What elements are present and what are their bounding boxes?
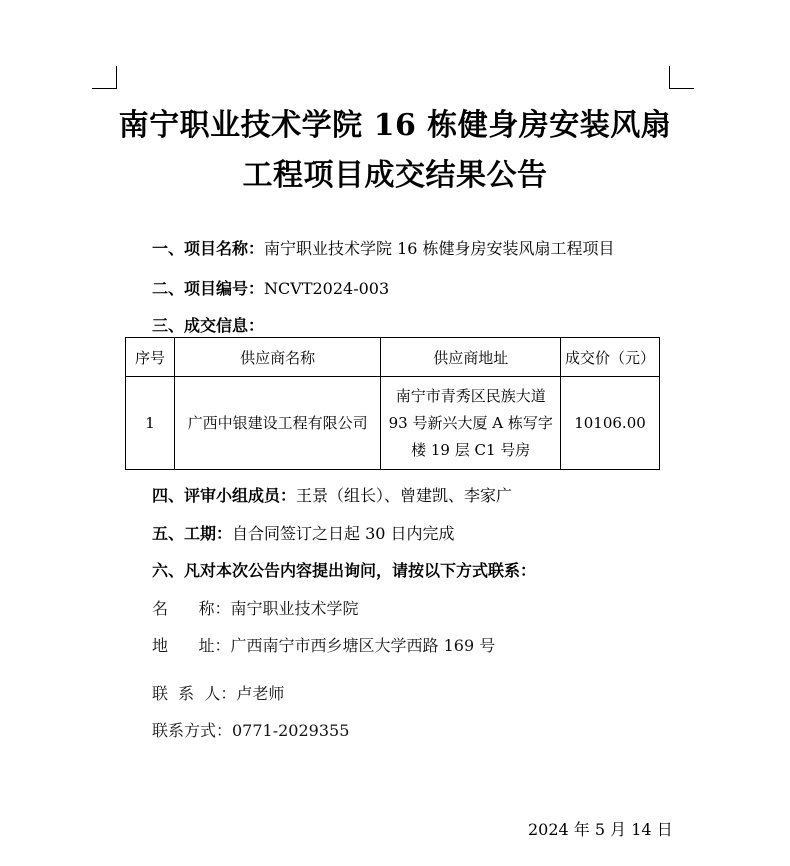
supplier-address-line-2: 93 号新兴大厦 A 栋写字 [388, 413, 553, 432]
contact-name-line: 名 称：南宁职业技术学院 [152, 599, 359, 618]
supplier-name-cell: 广西中银建设工程有限公司 [174, 377, 381, 470]
contact-phone-line: 联系方式：0771-2029355 [152, 721, 350, 740]
project-number-value: NCVT2024-003 [264, 279, 390, 298]
page-corner-mark-top-right [669, 66, 694, 89]
project-name-line [152, 236, 615, 259]
review-panel-line [152, 483, 512, 506]
project-name-label: 一、项目名称： [152, 239, 265, 258]
announcement-date: 2024 年 5 月 14 日 [528, 820, 673, 839]
column-header-price: 成交价（元） [561, 338, 660, 377]
duration-label: 五、工期： [152, 524, 233, 543]
duration-line [152, 521, 455, 544]
contact-address-line: 地 址：广西南宁市西乡塘区大学西路 169 号 [152, 636, 496, 655]
review-panel-label: 四、评审小组成员： [152, 486, 297, 505]
column-header-supplier-address: 供应商地址 [381, 338, 561, 377]
award-table-header-row [126, 338, 660, 377]
award-table [125, 337, 660, 470]
document-title-line-1: 南宁职业技术学院 16 栋健身房安装风扇 [118, 108, 672, 143]
page-corner-mark-top-left [92, 66, 117, 89]
supplier-address-line-1: 南宁市青秀区民族大道 [395, 386, 546, 405]
contact-person-line: 联 系 人：卢老师 [152, 684, 285, 703]
row-number-cell: 1 [126, 377, 175, 470]
project-name-value: 南宁职业技术学院 16 栋健身房安装风扇工程项目 [264, 239, 615, 258]
table-row [126, 377, 660, 470]
project-number-line [152, 276, 389, 299]
supplier-address-line-3: 楼 19 层 C1 号房 [411, 440, 531, 459]
project-number-label: 二、项目编号： [152, 279, 265, 298]
inquiry-line [152, 558, 536, 581]
document-title-line-2: 工程项目成交结果公告 [242, 158, 548, 193]
supplier-address-cell [381, 377, 561, 470]
duration-value: 自合同签订之日起 30 日内完成 [232, 524, 455, 543]
price-cell: 10106.00 [561, 377, 660, 470]
deal-info-label: 三、成交信息： [152, 316, 265, 335]
deal-info-line [152, 313, 264, 336]
review-panel-value: 王景（组长）、曾建凯、李家广 [296, 486, 513, 505]
column-header-supplier-name: 供应商名称 [174, 338, 381, 377]
inquiry-label: 六、凡对本次公告内容提出询问，请按以下方式联系： [152, 561, 537, 580]
column-header-number: 序号 [126, 338, 175, 377]
